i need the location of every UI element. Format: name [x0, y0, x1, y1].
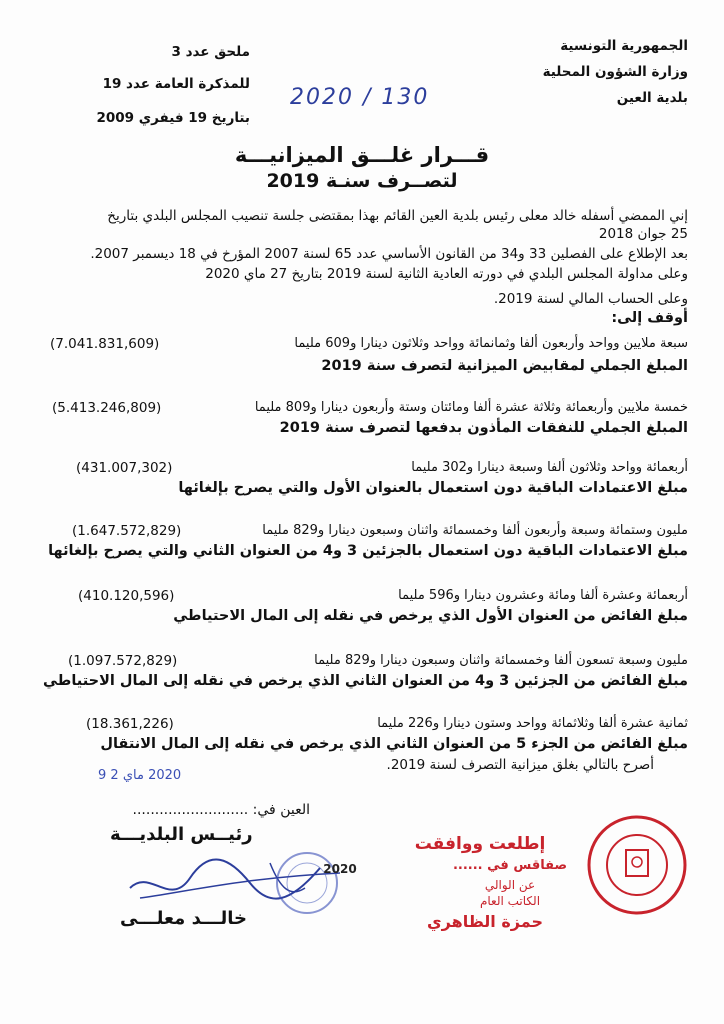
section-3-label: مبلغ الاعتمادات الباقية دون استعمال بالعنوان الأول والتي يصرح بإلغائها: [178, 480, 688, 496]
section-3-amount: (431.007,302): [76, 460, 173, 476]
section-1-amount: (7.041.831,609): [50, 336, 160, 352]
section-7-label: مبلغ الفائض من الجزء 5 من العنوان الثاني الذي يرخص في نقله إلى المال الانتقال: [100, 736, 688, 752]
annex-memo: للمذكرة العامة عدد 19: [102, 76, 250, 92]
intro-line-6: أوقف إلى:: [611, 310, 688, 326]
governorate-seal-icon: [582, 810, 692, 920]
section-2-amount: (5.413.246,809): [52, 400, 162, 416]
signature-title: رئيــس البلديـــة: [110, 824, 253, 845]
header-country: الجمهورية التونسية: [560, 38, 688, 54]
intro-line-3: بعد الإطلاع على الفصلين 33 و34 من القانون الأساسي عدد 65 لسنة 2007 المؤرخ في 18 ديسمبر 2007.: [90, 246, 688, 262]
decision-title: قـــرار غلـــق الميزانيـــة: [234, 143, 490, 167]
annex-number: ملحق عدد 3: [171, 44, 250, 60]
municipality-seal-icon: [272, 848, 342, 918]
approval-stamp-secretary: الكاتب العام: [479, 894, 541, 908]
header-annex: [40, 42, 250, 137]
section-2-text: خمسة ملايين وأربعمائة وثلاثة عشرة ألفا ومائتان وستة وأربعون دينارا و809 مليما: [254, 400, 688, 415]
section-4-text: مليون وستمائة وسبعة وأربعون ألفا وخمسمائة واثنان وسبعون دينارا و829 مليما: [262, 523, 688, 538]
section-4-label: مبلغ الاعتمادات الباقية دون استعمال بالجزئين 3 و4 من العنوان الثاني والتي يصرح بإلغائها: [48, 543, 688, 559]
approval-stamp-name: حمزة الظاهري: [426, 912, 544, 931]
intro-line-4: وعلى مداولة المجلس البلدي في دورته العادية الثانية لسنة 2019 بتاريخ 27 ماي 2020: [205, 266, 688, 282]
header-municipality: بلدية العين: [616, 90, 688, 106]
approval-stamp-place: صفاقس في ......: [452, 858, 568, 873]
signature-name: خالـــد معلـــى: [120, 908, 247, 929]
section-6-text: مليون وسبعة تسعون ألفا وخمسمائة واثنان وسبعون دينارا و829 مليما: [314, 653, 688, 668]
handwritten-reference: 2020 / 130: [290, 85, 430, 110]
section-1-text: سبعة ملايين وواحد وأربعون ألفا وثمانمائة وواحد وثلاثون دينارا و609 مليما: [294, 336, 688, 351]
place-date-line: العين في: ..........................: [132, 802, 310, 818]
header-ministry: وزارة الشؤون المحلية: [542, 64, 688, 80]
intro-line-2: 25 جوان 2018: [598, 226, 688, 242]
date-stamp: 2020 ماي 2 9: [98, 768, 182, 783]
section-3-text: أربعمائة وواحد وثلاثون ألفا وسبعة دينارا و302 مليما: [411, 460, 688, 475]
approval-stamp: [323, 820, 580, 940]
section-6-amount: (1.097.572,829): [68, 653, 178, 669]
section-5-text: أربعمائة وعشرة ألفا ومائة وعشرون دينارا و596 مليما: [398, 588, 688, 603]
section-7-text: ثمانية عشرة ألفا وثلاثمائة وواحد وستون دينارا و226 مليما: [377, 716, 688, 731]
intro-line-5: وعلى الحساب المالي لسنة 2019.: [493, 291, 688, 307]
approval-stamp-governor: عن الوالي: [484, 878, 536, 892]
section-6-label: مبلغ الفائض من الجزئين 3 و4 من العنوان الثاني الذي يرخص في نقله إلى المال الاحتياطي: [43, 673, 688, 689]
approval-stamp-date: 2020: [323, 862, 357, 876]
decision-subtitle: لتصــرف سنـة 2019: [266, 170, 458, 192]
section-2-label: المبلغ الجملي للنفقات المأذون بدفعها لتصرف سنة 2019: [279, 420, 688, 436]
section-4-amount: (1.647.572,829): [72, 523, 182, 539]
section-5-label: مبلغ الفائض من العنوان الأول الذي يرخص في نقله إلى المال الاحتياطي: [173, 608, 688, 624]
closing-statement: أصرح بالتالي بغلق ميزانية التصرف لسنة 2019.: [386, 757, 654, 773]
annex-date: بتاريخ 19 فيفري 2009: [96, 110, 250, 126]
section-1-label: المبلغ الجملي لمقابيض الميزانية لتصرف سنة 2019: [321, 358, 688, 374]
header-authority: [448, 36, 688, 108]
section-5-amount: (410.120,596): [78, 588, 175, 604]
approval-stamp-title: إطلعت ووافقت: [414, 834, 546, 854]
intro-line-1: إني الممضي أسفله خالد معلى رئيس بلدية العين القائم بهذا بمقتضى جلسة تنصيب المجلس البلدي بتاريخ: [107, 208, 688, 224]
section-7-amount: (18.361,226): [86, 716, 174, 732]
